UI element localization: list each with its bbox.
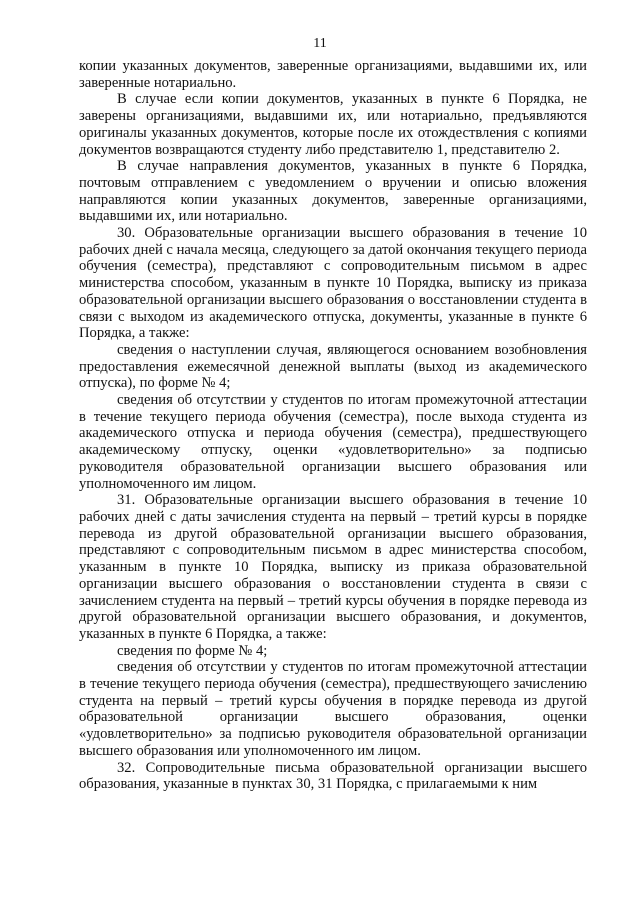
paragraph-uncertified-copies: В случае если копии документов, указанных в пункте 6 Порядка, не заверены организациями, выдавшими их, или нотариально, предъявляются оригиналы указанных документов, которые после их отождествления с копиями документов возвращаются студенту либо представителю 1, представителю 2. (79, 91, 587, 158)
paragraph-clause-31-item-1: сведения по форме № 4; (117, 642, 268, 659)
paragraph-clause-30: 30. Образовательные организации высшего образования в течение 10 рабочих дней с начала месяца, следующего за датой окончания текущего периода обучения (семестра), представляют с сопроводительным письмом в адрес министерства способом, указанным в пункте 10 Порядка, выписку из приказа образовательной организации высшего образования о восстановлении студента в связи с выходом из академического отпуска, документы, указанные в пункте 6 Порядка, а также: (79, 225, 587, 342)
paragraph-clause-32: 32. Сопроводительные письма образовательной организации высшего образования, указанные в пунктах 30, 31 Порядка, с прилагаемыми к ним (79, 759, 587, 793)
paragraph-clause-31: 31. Образовательные организации высшего образования в течение 10 рабочих дней с даты зачисления студента на первый – третий курсы в порядке перевода из другой образовательной организации высшего образования, представляют с сопроводительным письмом в адрес министерства способом, указанным в пункте 10 Порядка, выписку из приказа образовательной организации высшего образования о восстановлении студента в связи с зачислением студента на первый – третий курсы обучения в порядке перевода из другой образовательной организации высшего образования, и документов, указанных в пункте 6 Порядка, а также: (79, 492, 587, 642)
paragraph-continuation: копии указанных документов, заверенные организациями, выдавшими их, или заверенные нотариально. (79, 58, 587, 91)
page-number: 11 (313, 36, 327, 51)
paragraph-clause-30-item-1: сведения о наступлении случая, являющегося основанием возобновления предоставления ежемесячной денежной выплаты (выход из академического отпуска), по форме № 4; (79, 341, 587, 392)
paragraph-clause-30-item-2: сведения об отсутствии у студентов по итогам промежуточной аттестации в течение текущего периода обучения (семестра), после выхода студента из академического отпуска и периода обучения (семестра), предшествующего академическому отпуску, оценки «удовлетворительно» за подписью руководителя образовательной организации высшего образования или уполномоченного им лицом. (79, 392, 587, 492)
document-body (79, 58, 587, 793)
paragraph-clause-31-item-2: сведения об отсутствии у студентов по итогам промежуточной аттестации в течение текущего периода обучения (семестра), предшествующего зачислению студента на первый – третий курсы обучения в порядке перевода из другой образовательной организации высшего образования, оценки «удовлетворительно» за подписью руководителя образовательной организации высшего образования или уполномоченного им лицом. (79, 659, 587, 759)
paragraph-postal-submission: В случае направления документов, указанных в пункте 6 Порядка, почтовым отправлением с уведомлением о вручении и описью вложения направляются копии указанных документов, заверенные организациями, выдавшими их, или нотариально. (79, 158, 587, 225)
